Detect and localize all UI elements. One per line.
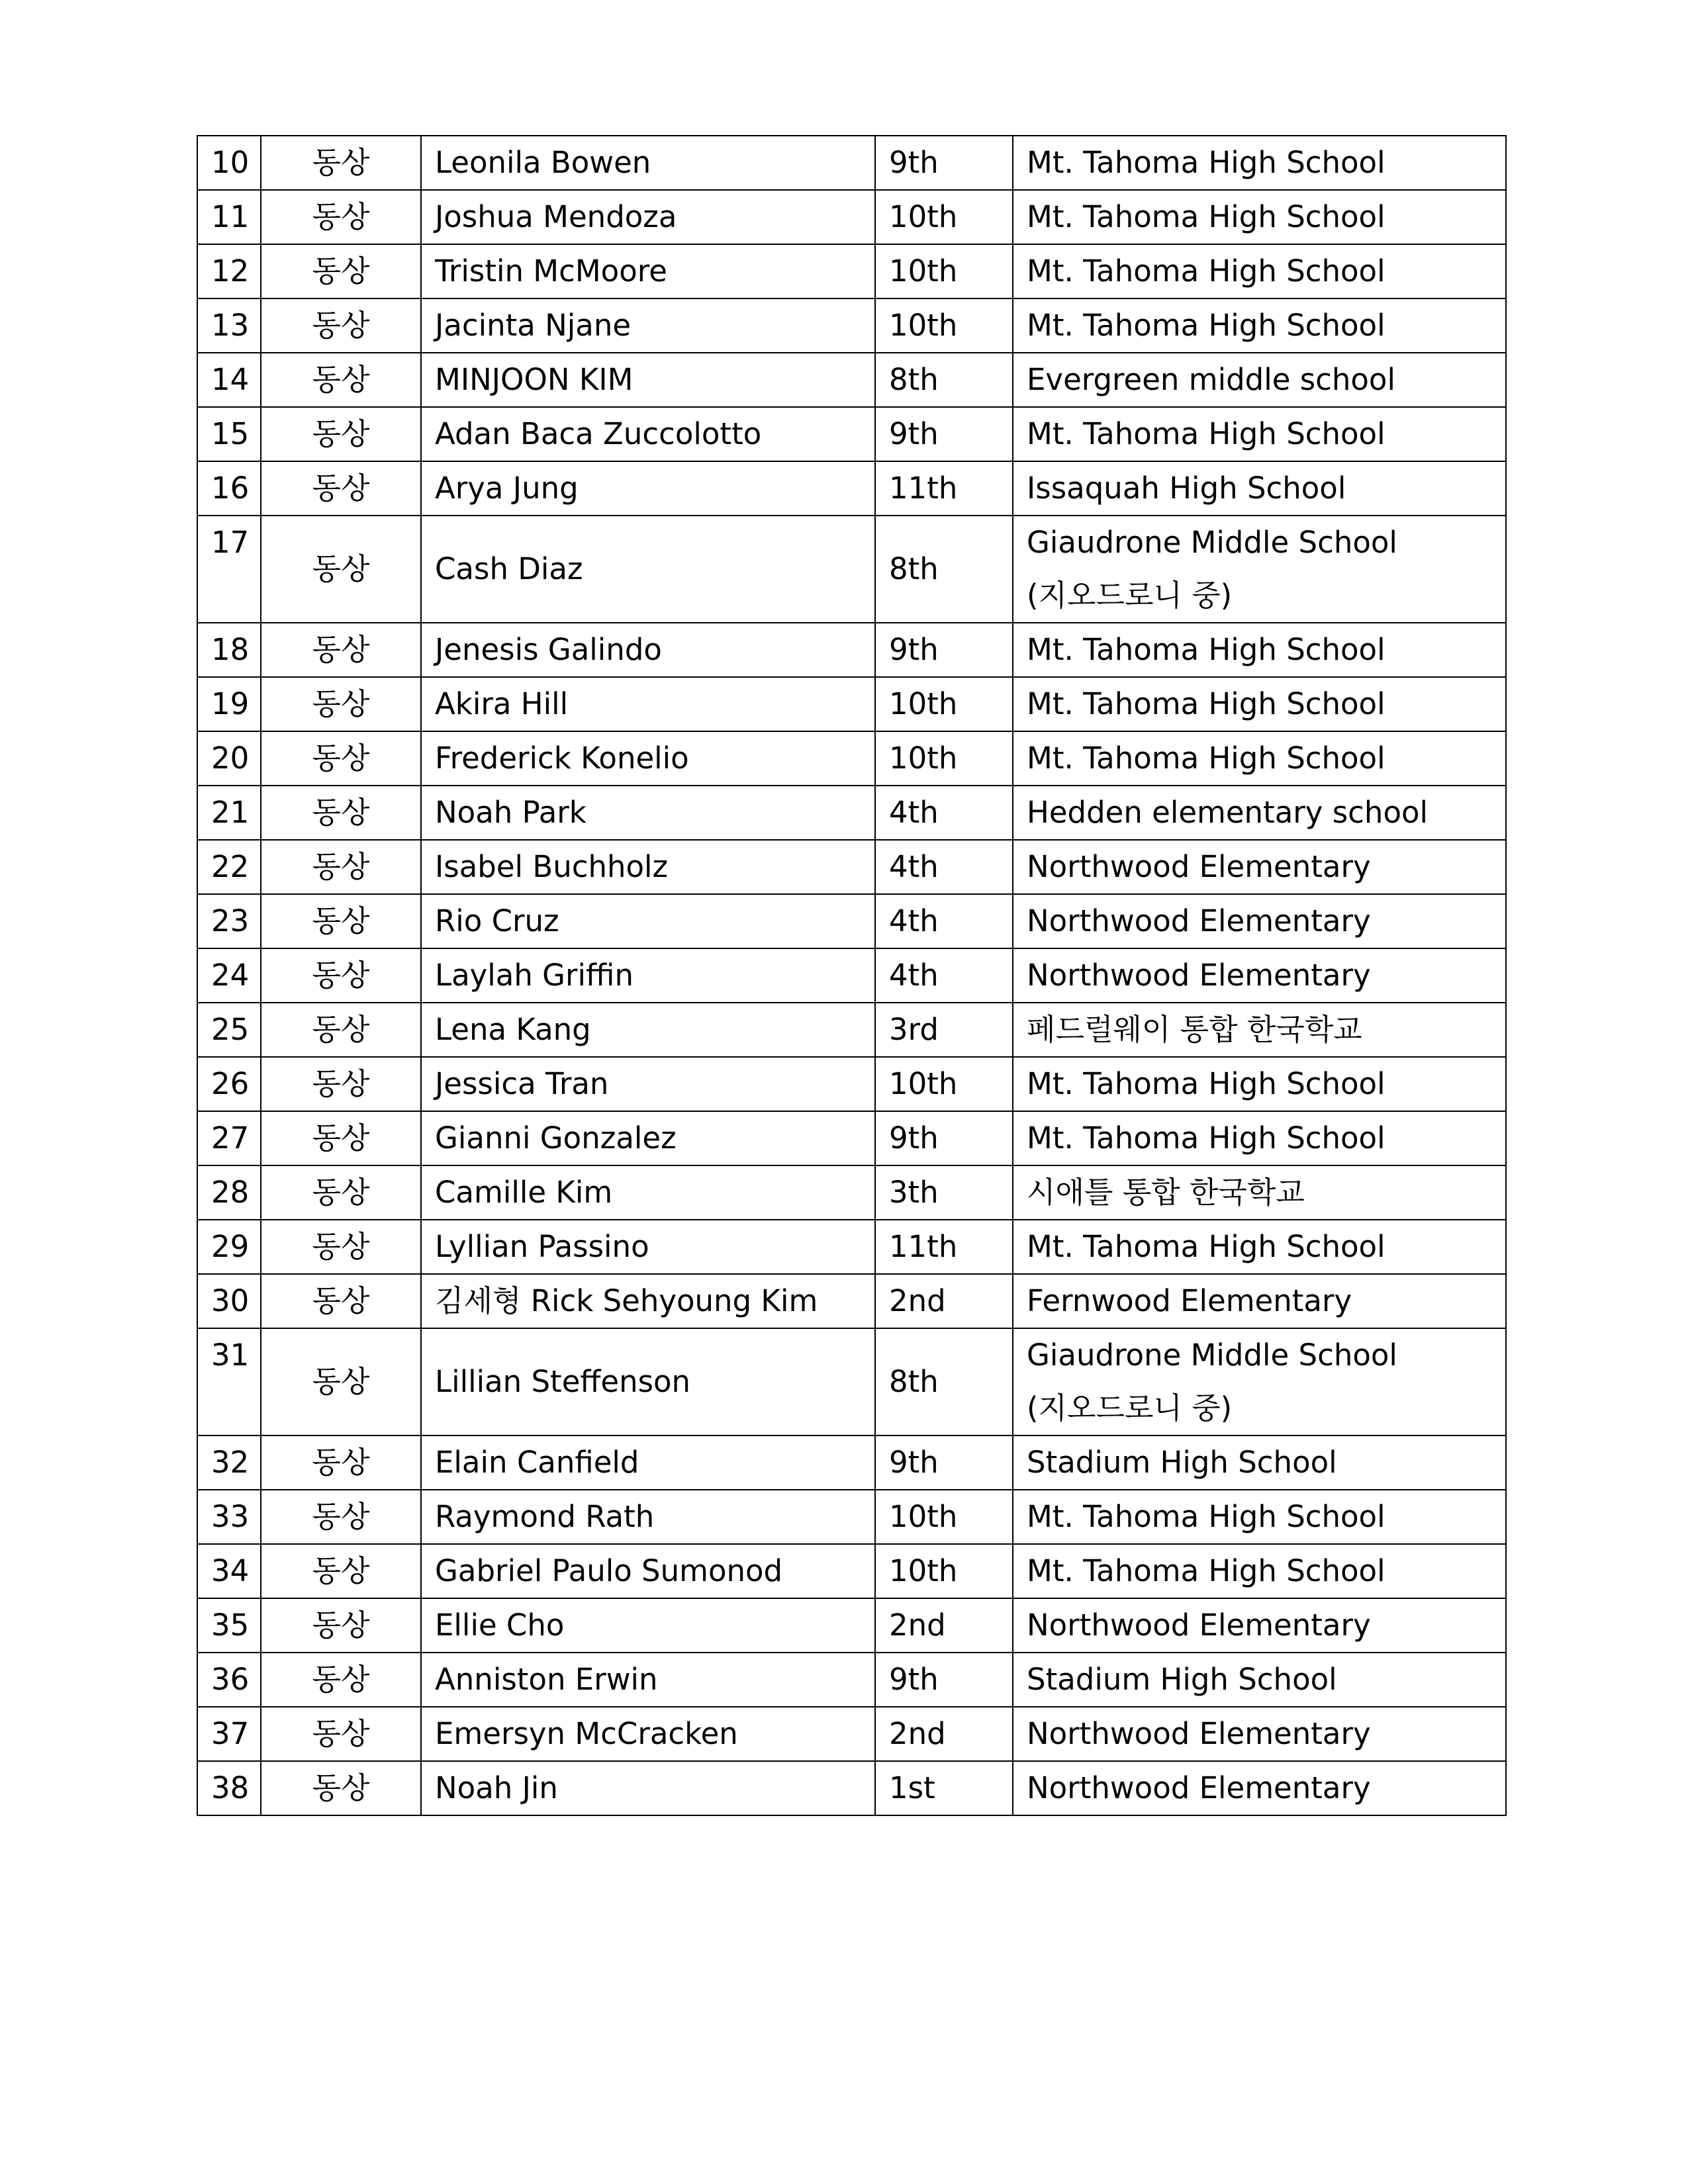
school-name-line: Mt. Tahoma High School — [1027, 1499, 1385, 1534]
table-row — [197, 1435, 1506, 1490]
award-cell: 동상 — [261, 1544, 421, 1598]
school-cell — [1013, 677, 1506, 731]
school-cell — [1013, 1544, 1506, 1598]
grade-cell: 1st — [875, 1761, 1013, 1815]
school-cell — [1013, 1220, 1506, 1274]
grade-cell: 2nd — [875, 1598, 1013, 1653]
student-name-cell: MINJOON KIM — [421, 353, 875, 407]
school-cell — [1013, 298, 1506, 353]
award-cell: 동상 — [261, 1165, 421, 1220]
student-name-cell: Raymond Rath — [421, 1490, 875, 1544]
grade-cell: 10th — [875, 190, 1013, 244]
student-name-cell: Emersyn McCracken — [421, 1707, 875, 1761]
grade-cell: 3rd — [875, 1003, 1013, 1057]
table-row — [197, 461, 1506, 516]
row-number-cell: 21 — [197, 786, 261, 840]
school-name-line: (지오드로니 중) — [1027, 1390, 1233, 1426]
table-row — [197, 1544, 1506, 1598]
school-name-line: Giaudrone Middle School — [1027, 1338, 1397, 1373]
row-number-cell: 31 — [197, 1328, 261, 1435]
school-name-line: Issaquah High School — [1027, 471, 1346, 506]
award-cell: 동상 — [261, 623, 421, 677]
student-name-cell: Lena Kang — [421, 1003, 875, 1057]
row-number-cell: 29 — [197, 1220, 261, 1274]
school-cell — [1013, 1707, 1506, 1761]
school-name-line: 페드럴웨이 통합 한국학교 — [1027, 1012, 1362, 1047]
award-cell: 동상 — [261, 786, 421, 840]
award-cell: 동상 — [261, 353, 421, 407]
student-name-cell: Joshua Mendoza — [421, 190, 875, 244]
row-number-cell: 23 — [197, 894, 261, 948]
school-name-line: Fernwood Elementary — [1027, 1283, 1352, 1318]
award-cell: 동상 — [261, 1761, 421, 1815]
school-cell — [1013, 190, 1506, 244]
row-number-cell: 20 — [197, 731, 261, 786]
table-row — [197, 623, 1506, 677]
grade-cell: 9th — [875, 407, 1013, 461]
row-number-cell: 12 — [197, 244, 261, 298]
row-number-cell: 27 — [197, 1111, 261, 1165]
table-row — [197, 894, 1506, 948]
school-cell — [1013, 1598, 1506, 1653]
row-number-cell: 14 — [197, 353, 261, 407]
grade-cell: 10th — [875, 731, 1013, 786]
row-number-cell: 34 — [197, 1544, 261, 1598]
school-name-line: Stadium High School — [1027, 1445, 1337, 1480]
student-name-cell: Frederick Konelio — [421, 731, 875, 786]
student-name-cell: Jacinta Njane — [421, 298, 875, 353]
awards-table — [197, 135, 1507, 1816]
student-name-cell: Arya Jung — [421, 461, 875, 516]
table-row — [197, 298, 1506, 353]
row-number-cell: 18 — [197, 623, 261, 677]
school-name-line: Mt. Tahoma High School — [1027, 1120, 1385, 1156]
award-cell: 동상 — [261, 1490, 421, 1544]
student-name-cell: Ellie Cho — [421, 1598, 875, 1653]
row-number-cell: 17 — [197, 516, 261, 623]
grade-cell: 9th — [875, 136, 1013, 190]
table-row — [197, 1761, 1506, 1815]
school-cell — [1013, 731, 1506, 786]
grade-cell: 9th — [875, 1435, 1013, 1490]
award-cell: 동상 — [261, 516, 421, 623]
student-name-cell: Camille Kim — [421, 1165, 875, 1220]
grade-cell: 10th — [875, 244, 1013, 298]
student-name-cell: Anniston Erwin — [421, 1653, 875, 1707]
grade-cell: 8th — [875, 1328, 1013, 1435]
student-name-cell: Isabel Buchholz — [421, 840, 875, 894]
school-cell — [1013, 353, 1506, 407]
school-name-line: Mt. Tahoma High School — [1027, 199, 1385, 234]
row-number-cell: 28 — [197, 1165, 261, 1220]
award-cell: 동상 — [261, 1274, 421, 1328]
grade-cell: 10th — [875, 298, 1013, 353]
student-name-cell: Tristin McMoore — [421, 244, 875, 298]
awards-table-body — [197, 136, 1506, 1815]
school-name-line: Mt. Tahoma High School — [1027, 1553, 1385, 1588]
award-cell: 동상 — [261, 244, 421, 298]
table-row — [197, 190, 1506, 244]
grade-cell: 10th — [875, 1057, 1013, 1111]
student-name-cell: Gianni Gonzalez — [421, 1111, 875, 1165]
award-cell: 동상 — [261, 1003, 421, 1057]
school-name-line: Mt. Tahoma High School — [1027, 1066, 1385, 1101]
row-number-cell: 11 — [197, 190, 261, 244]
school-name-line: Evergreen middle school — [1027, 362, 1395, 397]
student-name-cell: Akira Hill — [421, 677, 875, 731]
student-name-cell: Cash Diaz — [421, 516, 875, 623]
table-row — [197, 244, 1506, 298]
grade-cell: 2nd — [875, 1274, 1013, 1328]
school-cell — [1013, 840, 1506, 894]
school-name-line: Mt. Tahoma High School — [1027, 1229, 1385, 1264]
award-cell: 동상 — [261, 1111, 421, 1165]
award-cell: 동상 — [261, 407, 421, 461]
school-cell — [1013, 1653, 1506, 1707]
table-row — [197, 1490, 1506, 1544]
award-cell: 동상 — [261, 136, 421, 190]
row-number-cell: 16 — [197, 461, 261, 516]
student-name-cell: Lillian Steffenson — [421, 1328, 875, 1435]
school-cell — [1013, 623, 1506, 677]
table-row — [197, 731, 1506, 786]
grade-cell: 9th — [875, 1111, 1013, 1165]
student-name-cell: Adan Baca Zuccolotto — [421, 407, 875, 461]
row-number-cell: 37 — [197, 1707, 261, 1761]
table-row — [197, 1653, 1506, 1707]
school-cell — [1013, 894, 1506, 948]
row-number-cell: 13 — [197, 298, 261, 353]
student-name-cell: Gabriel Paulo Sumonod — [421, 1544, 875, 1598]
award-cell: 동상 — [261, 461, 421, 516]
school-name-line: Mt. Tahoma High School — [1027, 741, 1385, 776]
award-cell: 동상 — [261, 1653, 421, 1707]
school-name-line: (지오드로니 중) — [1027, 578, 1233, 613]
student-name-cell: Jessica Tran — [421, 1057, 875, 1111]
school-name-line: Stadium High School — [1027, 1662, 1337, 1697]
award-cell: 동상 — [261, 1220, 421, 1274]
award-cell: 동상 — [261, 1435, 421, 1490]
grade-cell: 8th — [875, 516, 1013, 623]
row-number-cell: 26 — [197, 1057, 261, 1111]
table-row — [197, 1220, 1506, 1274]
student-name-cell: Noah Jin — [421, 1761, 875, 1815]
award-cell: 동상 — [261, 298, 421, 353]
table-row — [197, 136, 1506, 190]
grade-cell: 11th — [875, 461, 1013, 516]
school-cell — [1013, 1165, 1506, 1220]
row-number-cell: 32 — [197, 1435, 261, 1490]
student-name-cell: Noah Park — [421, 786, 875, 840]
school-name-line: Northwood Elementary — [1027, 1608, 1371, 1643]
grade-cell: 4th — [875, 840, 1013, 894]
school-cell — [1013, 1328, 1506, 1435]
student-name-cell: Elain Canfield — [421, 1435, 875, 1490]
row-number-cell: 30 — [197, 1274, 261, 1328]
grade-cell: 9th — [875, 623, 1013, 677]
award-cell: 동상 — [261, 190, 421, 244]
award-cell: 동상 — [261, 1057, 421, 1111]
grade-cell: 4th — [875, 894, 1013, 948]
table-row — [197, 1328, 1506, 1435]
school-cell — [1013, 786, 1506, 840]
school-cell — [1013, 136, 1506, 190]
row-number-cell: 15 — [197, 407, 261, 461]
row-number-cell: 25 — [197, 1003, 261, 1057]
school-cell — [1013, 461, 1506, 516]
school-name-line: Northwood Elementary — [1027, 1716, 1371, 1751]
grade-cell: 9th — [875, 1653, 1013, 1707]
school-name-line: Mt. Tahoma High School — [1027, 632, 1385, 667]
school-name-line: Mt. Tahoma High School — [1027, 145, 1385, 180]
grade-cell: 10th — [875, 677, 1013, 731]
school-name-line: Northwood Elementary — [1027, 903, 1371, 938]
school-name-line: Northwood Elementary — [1027, 958, 1371, 993]
student-name-cell: Laylah Griffin — [421, 948, 875, 1003]
table-row — [197, 948, 1506, 1003]
table-row — [197, 1003, 1506, 1057]
school-cell — [1013, 244, 1506, 298]
school-cell — [1013, 516, 1506, 623]
student-name-cell: Lyllian Passino — [421, 1220, 875, 1274]
student-name-cell: 김세형 Rick Sehyoung Kim — [421, 1274, 875, 1328]
school-cell — [1013, 1761, 1506, 1815]
table-row — [197, 516, 1506, 623]
table-row — [197, 840, 1506, 894]
school-cell — [1013, 1111, 1506, 1165]
award-cell: 동상 — [261, 948, 421, 1003]
school-name-line: Giaudrone Middle School — [1027, 525, 1397, 560]
award-cell: 동상 — [261, 731, 421, 786]
school-name-line: Mt. Tahoma High School — [1027, 416, 1385, 451]
school-cell — [1013, 948, 1506, 1003]
grade-cell: 4th — [875, 948, 1013, 1003]
grade-cell: 2nd — [875, 1707, 1013, 1761]
row-number-cell: 35 — [197, 1598, 261, 1653]
row-number-cell: 19 — [197, 677, 261, 731]
school-name-line: Mt. Tahoma High School — [1027, 308, 1385, 343]
student-name-cell: Jenesis Galindo — [421, 623, 875, 677]
school-name-line: Northwood Elementary — [1027, 1770, 1371, 1805]
row-number-cell: 10 — [197, 136, 261, 190]
table-row — [197, 677, 1506, 731]
school-name-line: Northwood Elementary — [1027, 849, 1371, 884]
school-cell — [1013, 1274, 1506, 1328]
table-row — [197, 1111, 1506, 1165]
school-name-line: 시애틀 통합 한국학교 — [1027, 1175, 1305, 1210]
school-cell — [1013, 1057, 1506, 1111]
student-name-cell: Rio Cruz — [421, 894, 875, 948]
student-name-cell: Leonila Bowen — [421, 136, 875, 190]
grade-cell: 3th — [875, 1165, 1013, 1220]
table-row — [197, 1057, 1506, 1111]
table-row — [197, 407, 1506, 461]
grade-cell: 8th — [875, 353, 1013, 407]
table-row — [197, 1274, 1506, 1328]
school-cell — [1013, 1490, 1506, 1544]
school-name-line: Hedden elementary school — [1027, 795, 1429, 830]
row-number-cell: 33 — [197, 1490, 261, 1544]
row-number-cell: 22 — [197, 840, 261, 894]
school-name-line: Mt. Tahoma High School — [1027, 253, 1385, 289]
school-cell — [1013, 1003, 1506, 1057]
table-row — [197, 1598, 1506, 1653]
row-number-cell: 38 — [197, 1761, 261, 1815]
award-cell: 동상 — [261, 1598, 421, 1653]
table-row — [197, 786, 1506, 840]
row-number-cell: 24 — [197, 948, 261, 1003]
row-number-cell: 36 — [197, 1653, 261, 1707]
table-row — [197, 1707, 1506, 1761]
table-row — [197, 1165, 1506, 1220]
grade-cell: 10th — [875, 1544, 1013, 1598]
grade-cell: 11th — [875, 1220, 1013, 1274]
award-cell: 동상 — [261, 677, 421, 731]
award-cell: 동상 — [261, 840, 421, 894]
table-row — [197, 353, 1506, 407]
school-name-line: Mt. Tahoma High School — [1027, 686, 1385, 721]
award-cell: 동상 — [261, 1328, 421, 1435]
school-cell — [1013, 1435, 1506, 1490]
grade-cell: 4th — [875, 786, 1013, 840]
school-cell — [1013, 407, 1506, 461]
award-cell: 동상 — [261, 894, 421, 948]
grade-cell: 10th — [875, 1490, 1013, 1544]
award-cell: 동상 — [261, 1707, 421, 1761]
